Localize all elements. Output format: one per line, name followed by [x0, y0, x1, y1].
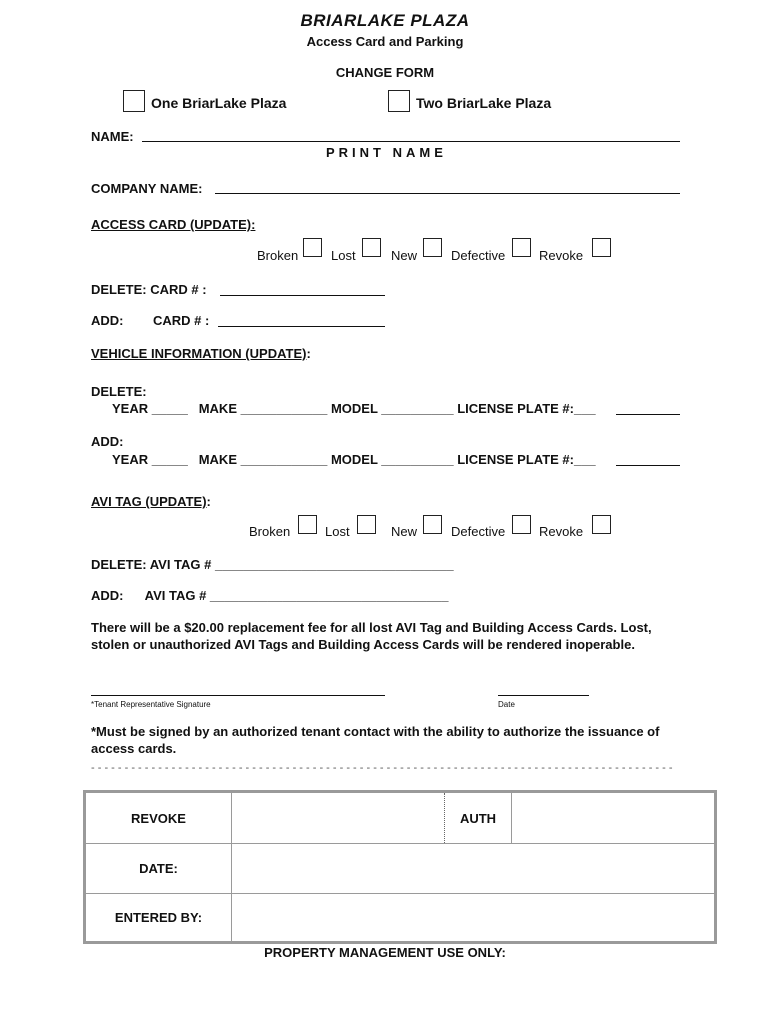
- add-avi-tag-row[interactable]: ADD: AVI TAG # _________________________________: [91, 588, 449, 603]
- avi-tag-heading-colon: :: [206, 494, 211, 509]
- signature-field[interactable]: [91, 695, 385, 696]
- avi-option-broken-checkbox[interactable]: [298, 515, 317, 534]
- dashed-divider: - - - - - - - - - - - - - - - - - - - - - - - - - - - - - - - - - - - - - - - - - - - - - - - - - - - - - - - - - - - - - - - - - - - - - - - - - - - - - - - - - - - - - - -: [91, 762, 673, 774]
- date-label-cell: [85, 844, 232, 894]
- print-name-hint: PRINT NAME: [326, 145, 447, 160]
- avi-option-new-label: New: [391, 524, 418, 539]
- vehicle-heading-text: VEHICLE INFORMATION (UPDATE): [91, 346, 307, 361]
- avi-option-new-checkbox[interactable]: [423, 515, 442, 534]
- access-option-defective-label: Defective: [451, 248, 506, 263]
- vehicle-delete-row[interactable]: YEAR _____ MAKE ____________ MODEL __________ LICENSE PLATE #:___: [112, 401, 596, 416]
- add-card-label: ADD:: [91, 313, 124, 328]
- auth-label: AUTH: [459, 810, 497, 826]
- avi-option-revoke-checkbox[interactable]: [592, 515, 611, 534]
- vehicle-delete-label: DELETE:: [91, 384, 147, 399]
- vehicle-add-label: ADD:: [91, 434, 124, 449]
- vehicle-add-row[interactable]: YEAR _____ MAKE ____________ MODEL __________ LICENSE PLATE #:___: [112, 452, 596, 467]
- access-option-revoke-label: Revoke: [539, 248, 584, 263]
- building-two-checkbox[interactable]: [388, 90, 410, 112]
- delete-avi-tag-row[interactable]: DELETE: AVI TAG # _________________________________: [91, 557, 454, 572]
- access-option-defective-checkbox[interactable]: [512, 238, 531, 257]
- form-name: CHANGE FORM: [335, 65, 435, 80]
- vehicle-heading: [91, 346, 311, 361]
- avi-option-lost-label: Lost: [325, 524, 350, 539]
- signature-label: *Tenant Representative Signature: [91, 700, 211, 709]
- avi-option-broken-label: Broken: [249, 524, 291, 539]
- company-name-label: COMPANY NAME:: [91, 181, 203, 196]
- entered-by-label: ENTERED BY:: [114, 910, 203, 925]
- vehicle-add-plate-field[interactable]: [616, 465, 680, 466]
- add-card-field[interactable]: [218, 326, 385, 327]
- name-field[interactable]: [142, 141, 680, 142]
- delete-card-field[interactable]: [220, 295, 385, 296]
- avi-option-defective-label: Defective: [451, 524, 506, 539]
- form-subtitle: Access Card and Parking: [306, 34, 464, 49]
- access-option-revoke-checkbox[interactable]: [592, 238, 611, 257]
- avi-tag-heading-text: AVI TAG (UPDATE): [91, 494, 207, 509]
- avi-tag-heading: [91, 494, 211, 509]
- revoke-label: REVOKE: [131, 810, 186, 826]
- access-option-new-checkbox[interactable]: [423, 238, 442, 257]
- date-field[interactable]: [232, 844, 716, 894]
- name-label: NAME:: [91, 129, 134, 144]
- signature-date-field[interactable]: [498, 695, 589, 696]
- avi-option-revoke-label: Revoke: [539, 524, 584, 539]
- access-option-broken-checkbox[interactable]: [303, 238, 322, 257]
- building-one-checkbox[interactable]: [123, 90, 145, 112]
- signature-date-label: Date: [498, 700, 515, 709]
- revoke-field[interactable]: [232, 792, 445, 844]
- auth-label-cell: [445, 792, 512, 844]
- access-option-new-label: New: [391, 248, 418, 263]
- entered-by-label-cell: [85, 894, 232, 943]
- vehicle-heading-colon: :: [306, 346, 311, 361]
- access-option-lost-label: Lost: [331, 248, 356, 263]
- delete-card-label: DELETE: CARD # :: [91, 282, 207, 297]
- access-option-broken-label: Broken: [257, 248, 299, 263]
- vehicle-delete-plate-field[interactable]: [616, 414, 680, 415]
- date-label: DATE:: [139, 861, 178, 876]
- form-title: BRIARLAKE PLAZA: [300, 11, 470, 30]
- avi-option-lost-checkbox[interactable]: [357, 515, 376, 534]
- access-option-lost-checkbox[interactable]: [362, 238, 381, 257]
- entered-by-field[interactable]: [232, 894, 716, 943]
- auth-field[interactable]: [512, 792, 716, 844]
- company-name-field[interactable]: [215, 193, 680, 194]
- property-management-table: [83, 790, 717, 944]
- revoke-label-cell: [85, 792, 232, 844]
- avi-option-defective-checkbox[interactable]: [512, 515, 531, 534]
- building-one-label: One BriarLake Plaza: [151, 95, 287, 111]
- add-card-number-label: CARD # :: [153, 313, 210, 328]
- building-two-label: Two BriarLake Plaza: [416, 95, 552, 111]
- access-card-heading: ACCESS CARD (UPDATE):: [91, 217, 256, 232]
- property-management-footer: PROPERTY MANAGEMENT USE ONLY:: [264, 945, 506, 960]
- must-sign-note: *Must be signed by an authorized tenant contact with the ability to authorize the issuance of access cards.: [91, 724, 660, 756]
- replacement-fee-notice: There will be a $20.00 replacement fee for all lost AVI Tag and Building Access Cards. Lost, stolen or unauthorized AVI Tags and Building Access Cards will be rendered inoperable.: [91, 620, 652, 652]
